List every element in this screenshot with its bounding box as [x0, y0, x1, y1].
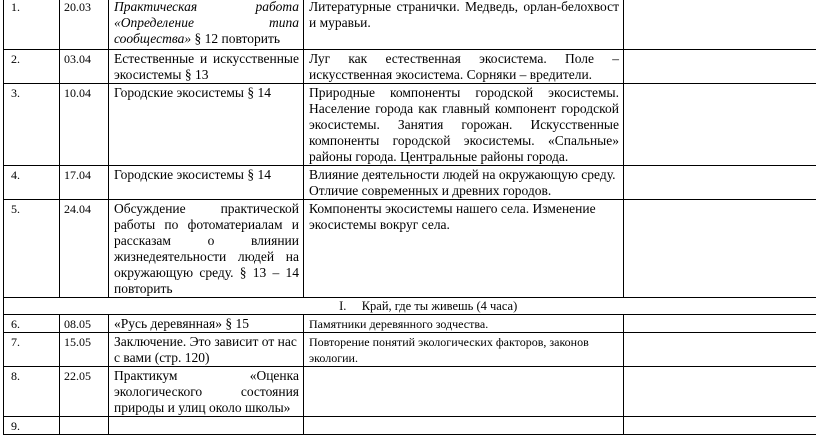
- lesson-topic: [109, 417, 304, 435]
- lesson-date: 08.05: [60, 315, 109, 333]
- lesson-content: [304, 417, 624, 435]
- empty-cell: [624, 333, 816, 367]
- lesson-content: [304, 367, 624, 417]
- lesson-date: 15.05: [60, 333, 109, 367]
- lesson-topic-rest: § 12 повторить: [191, 31, 281, 46]
- lesson-topic: [109, 0, 304, 50]
- lesson-topic: Практикум «Оценка экологического состояния природы и улиц около школы»: [109, 367, 304, 417]
- empty-cell: [624, 84, 816, 166]
- table-row: [4, 417, 816, 435]
- lesson-content: Литературные странички. Медведь, орлан-белохвост и муравьи.: [304, 0, 624, 50]
- row-number: 5.: [4, 200, 60, 298]
- empty-cell: [624, 166, 816, 200]
- lesson-date: 10.04: [60, 84, 109, 166]
- lesson-topic: Городские экосистемы § 14: [109, 84, 304, 166]
- lesson-content: Природные компоненты городской экосистемы. Население города как главный компонент городской экосистемы. Занятия горожан. Искусственные компоненты городской экосистемы. «Спальные» районы города. Центральные районы города.: [304, 84, 624, 166]
- lesson-content: Памятники деревянного зодчества.: [304, 315, 624, 333]
- lesson-content: Повторение понятий экологических факторов, законов экологии.: [304, 333, 624, 367]
- table-row: [4, 166, 816, 200]
- lesson-date: 24.04: [60, 200, 109, 298]
- row-number: 8.: [4, 367, 60, 417]
- lesson-date: 22.05: [60, 367, 109, 417]
- lesson-date: 17.04: [60, 166, 109, 200]
- lesson-topic: «Русь деревянная» § 15: [109, 315, 304, 333]
- empty-cell: [624, 200, 816, 298]
- table-row: [4, 84, 816, 166]
- lesson-topic: Заключение. Это зависит от нас с вами (стр. 120): [109, 333, 304, 367]
- table-row: [4, 0, 816, 50]
- empty-cell: [624, 315, 816, 333]
- row-number: 9.: [4, 417, 60, 435]
- row-number: 1.: [4, 0, 60, 50]
- lesson-plan-table: [3, 0, 816, 435]
- section-header-row: [4, 298, 816, 315]
- row-number: 6.: [4, 315, 60, 333]
- table-row: [4, 315, 816, 333]
- section-header: [4, 298, 816, 315]
- lesson-topic: Естественные и искусственные экосистемы § 13: [109, 50, 304, 84]
- empty-cell: [624, 50, 816, 84]
- empty-cell: [624, 367, 816, 417]
- row-number: 2.: [4, 50, 60, 84]
- table-row: [4, 367, 816, 417]
- lesson-date: [60, 417, 109, 435]
- row-number: 7.: [4, 333, 60, 367]
- lesson-date: 03.04: [60, 50, 109, 84]
- empty-cell: [624, 417, 816, 435]
- row-number: 4.: [4, 166, 60, 200]
- lesson-topic: Обсуждение практической работы по фотоматериалам и рассказам о влиянии жизнедеятельности людей на окружающую среду. § 13 – 14 повторить: [109, 200, 304, 298]
- section-title: Край, где ты живешь (4 часа): [361, 299, 518, 313]
- lesson-topic: Городские экосистемы § 14: [109, 166, 304, 200]
- lesson-topic-italic: Практическая работа «Определение типа сообщества»: [114, 0, 299, 46]
- table-row: [4, 333, 816, 367]
- empty-cell: [624, 0, 816, 50]
- row-number: 3.: [4, 84, 60, 166]
- table-row: [4, 200, 816, 298]
- lesson-content: Влияние деятельности людей на окружающую среду. Отличие современных и древних городов.: [304, 166, 624, 200]
- section-number: I.: [339, 299, 347, 313]
- lesson-content: Компоненты экосистемы нашего села. Изменение экосистемы вокруг села.: [304, 200, 624, 298]
- table-row: [4, 50, 816, 84]
- lesson-date: 20.03: [60, 0, 109, 50]
- lesson-content: Луг как естественная экосистема. Поле – искусственная экосистема. Сорняки – вредители.: [304, 50, 624, 84]
